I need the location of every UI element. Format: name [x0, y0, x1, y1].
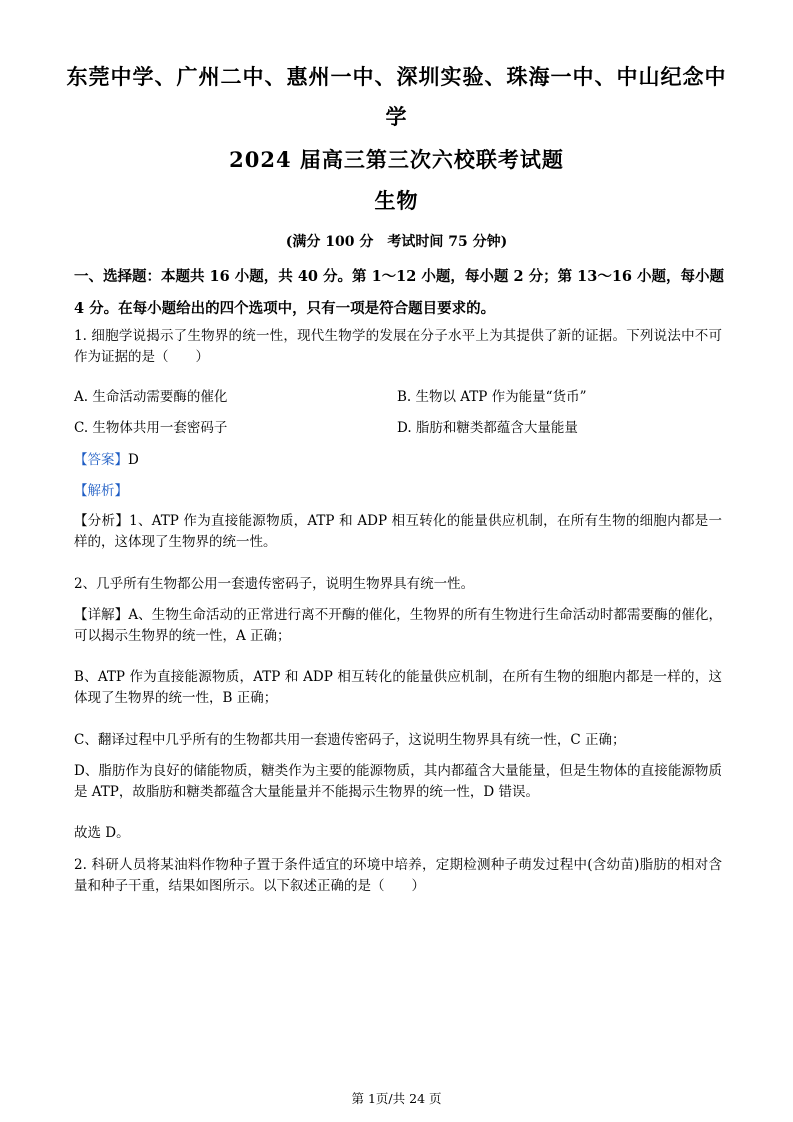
question-1-fenxi-2: 2、几乎所有生物都公用一套遗传密码子，说明生物界具有统一性。: [74, 576, 475, 592]
xiangjie-a-text: A、生物生命活动的正常进行离不开酶的催化，生物界的所有生物进行生命活动时都需要酶的催化，可以揭示生物界的统一性，A 正确；: [74, 607, 723, 644]
exam-title-line-2: 学: [385, 104, 408, 129]
question-1-option-c: C. 生物体共用一套密码子: [74, 420, 228, 436]
question-1-fenxi-1: [74, 511, 722, 553]
analysis-tag: 【解析】: [74, 483, 128, 499]
question-1-xiangjie-c: C、翻译过程中几乎所有的生物都共用一套遗传密码子，这说明生物界具有统一性，C 正确；: [74, 732, 626, 748]
exam-duration-info: (满分 100 分 考试时间 75 分钟): [285, 234, 508, 250]
question-1-analysis-heading: [74, 481, 722, 502]
fenxi-1-text: 1、ATP 作为直接能源物质，ATP 和 ADP 相互转化的能量供应机制，在所有生物的细胞内都是一样的，这体现了生物界的统一性。: [74, 513, 723, 550]
question-1-option-b: B. 生物以 ATP 作为能量“货币”: [397, 389, 587, 405]
section-header: 一、选择题：本题共 16 小题，共 40 分。第 1～12 小题，每小题 2 分；第 13～16 小题，每小题 4 分。在每小题给出的四个选项中，只有一项是符合题目要求的。: [74, 268, 725, 317]
answer-tag: 【答案】: [74, 452, 128, 468]
question-1-xiangjie-d: D、脂肪作为良好的储能物质，糖类作为主要的能源物质，其内都蕴含大量能量，但是生物体的直接能源物质是 ATP，故脂肪和糖类都蕴含大量能量并不能揭示生物界的统一性，D 错误。: [74, 763, 722, 800]
page-number-footer: 第 1页/共 24 页: [351, 1091, 442, 1106]
question-1-conclusion: 故选 D。: [74, 825, 130, 841]
question-1-answer: [74, 450, 722, 471]
question-2-stem: 2. 科研人员将某油料作物种子置于条件适宜的环境中培养，定期检测种子萌发过程中(含幼苗)脂肪的相对含量和种子干重，结果如图所示。以下叙述正确的是（ ）: [74, 857, 722, 894]
fenxi-tag: 【分析】: [74, 513, 130, 529]
answer-value: D: [128, 452, 139, 468]
exam-title-line-3: 2024 届高三第三次六校联考试题: [229, 147, 564, 172]
xiangjie-tag: 【详解】: [74, 607, 129, 623]
question-1-option-d: D. 脂肪和糖类都蕴含大量能量: [397, 420, 578, 436]
question-1-option-a: A. 生命活动需要酶的催化: [74, 389, 228, 405]
question-1-xiangjie-b: B、ATP 作为直接能源物质，ATP 和 ADP 相互转化的能量供应机制，在所有生物的细胞内都是一样的，这体现了生物界的统一性，B 正确；: [74, 669, 722, 706]
exam-title-line-1: 东莞中学、广州二中、惠州一中、深圳实验、珠海一中、中山纪念中: [66, 64, 727, 89]
question-1-xiangjie-a: [74, 605, 722, 647]
exam-subject: 生物: [374, 188, 419, 213]
question-1-stem: 1. 细胞学说揭示了生物界的统一性，现代生物学的发展在分子水平上为其提供了新的证据。下列说法中不可作为证据的是（ ）: [74, 328, 722, 365]
